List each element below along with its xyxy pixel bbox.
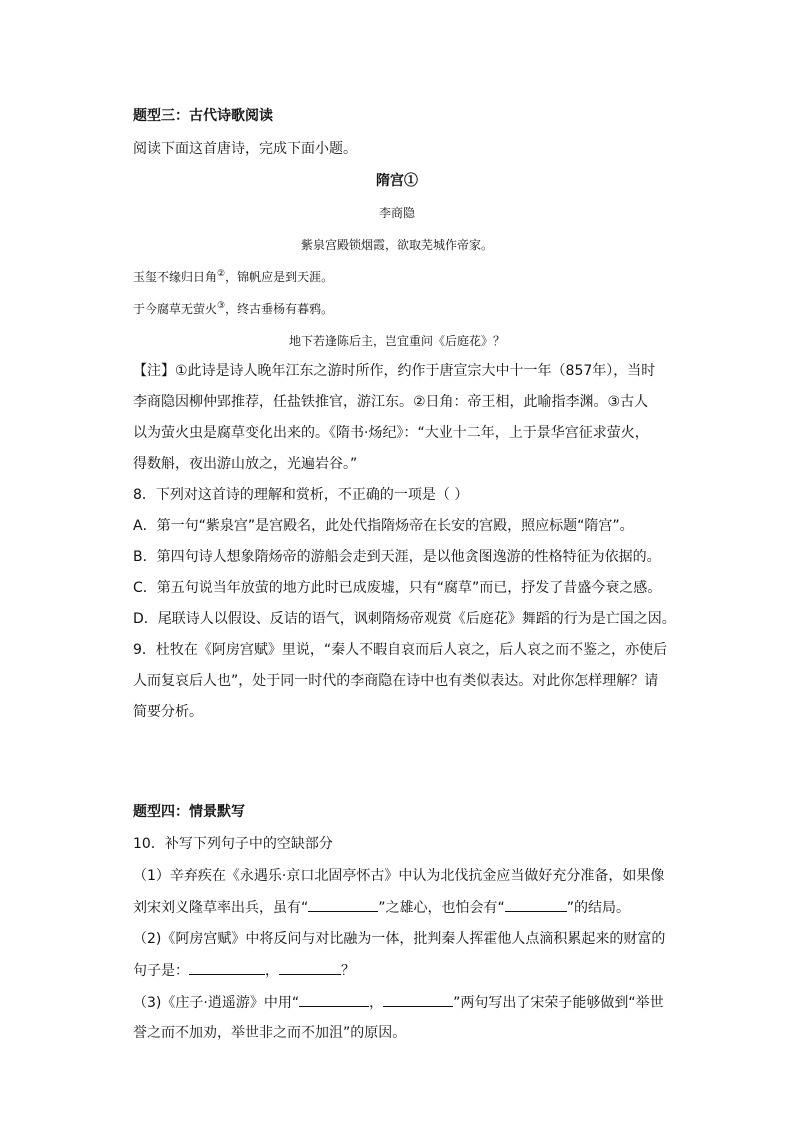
section4-heading: 题型四：情景默写 — [133, 804, 245, 820]
question-10-part-3-line-1 — [133, 992, 664, 1013]
poem-line-4: 地下若逢陈后主，岂宜重问《后庭花》？ — [288, 334, 505, 348]
q10-p2-text-b: ， — [265, 963, 279, 979]
answer-blank[interactable] — [505, 897, 567, 912]
poem-line-2-text-b: ，锦帆应是到天涯。 — [225, 270, 334, 284]
q10-p2-text-a: 句子是： — [133, 963, 189, 979]
q10-p3-text-c: ”两句写出了宋荣子能够做到“举世 — [453, 995, 664, 1011]
q10-p3-text-b: ， — [369, 995, 384, 1011]
poem-line-2 — [133, 267, 333, 287]
question-8-option-b: B．第四句诗人想象隋炀帝的游船会走到天涯，是以他贪图逸游的性格特征为依据的。 — [133, 549, 661, 565]
question-10-part-1-line-1: （1）辛弃疾在《永遇乐·京口北固亭怀古》中认为北伐抗金应当做好充分准备，如果像 — [133, 868, 665, 884]
section3-instruction: 阅读下面这首唐诗，完成下面小题。 — [133, 141, 357, 157]
q10-p3-text-a: （3)《庄子·逍遥游》中用“ — [133, 995, 300, 1011]
question-8-option-a: A．第一句“紫泉宫”是宫殿名，此处代指隋炀帝在长安的宫殿，照应标题“隋宫”。 — [133, 518, 634, 534]
poem-author: 李商隐 — [378, 206, 415, 220]
note-line-2: 李商隐因柳仲郢推荐，任盐铁推官，游江东。②日角：帝王相，此喻指李渊。③古人 — [133, 394, 649, 410]
poem-line-3-text-a: 于今腐草无萤火 — [133, 302, 218, 316]
question-10-part-2-line-1: （2)《阿房宫赋》中将反问与对比融为一体，批判秦人挥霍他人点滴积累起来的财富的 — [133, 931, 666, 947]
section3-heading: 题型三：古代诗歌阅读 — [133, 108, 273, 124]
question-8-option-c: C．第五句说当年放萤的地方此时已成废墟，只有“腐草”而已，抒发了昔盛今衰之感。 — [133, 580, 662, 596]
poem-line-3-text-b: ，终古垂杨有暮鸦。 — [225, 302, 334, 316]
answer-blank[interactable] — [189, 960, 265, 975]
question-10-part-3-line-2: 誉之而不加劝，举世非之而不加沮”的原因。 — [133, 1025, 407, 1041]
q10-p1-text-a: 刘宋刘义隆草率出兵，虽有“ — [133, 900, 309, 916]
q10-p1-text-b: ”之雄心，也怕会有“ — [378, 900, 505, 916]
footnote-mark-2: ② — [217, 269, 226, 279]
question-8-stem: 8．下列对这首诗的理解和赏析，不正确的一项是（ ） — [133, 487, 469, 503]
question-10-stem: 10．补写下列句子中的空缺部分 — [133, 836, 333, 852]
question-8-option-d: D．尾联诗人以假设、反诘的语气，讽刺隋炀帝观赏《后庭花》舞蹈的行为是亡国之因。 — [133, 611, 676, 627]
poem-line-2-text-a: 玉玺不缘归日角 — [133, 270, 218, 284]
question-10-part-2-line-2 — [133, 960, 355, 981]
question-10-part-1-line-2 — [133, 897, 630, 918]
poem-title: 隋宫① — [376, 173, 418, 189]
answer-blank[interactable] — [383, 992, 453, 1007]
answer-blank[interactable] — [299, 992, 369, 1007]
poem-line-1: 紫泉宫殿锁烟霞，欲取芜城作帝家。 — [300, 238, 493, 252]
answer-blank[interactable] — [279, 960, 341, 975]
question-9-line-1: 9．杜牧在《阿房宫赋》里说，“秦人不暇自哀而后人哀之，后人哀之而不鉴之，亦使后 — [133, 642, 668, 658]
note-line-4: 得数斛，夜出游山放之，光遍岩谷。” — [133, 456, 358, 472]
note-line-1: 【注】①此诗是诗人晚年江东之游时所作，约作于唐宣宗大中十一年（857年），当时 — [133, 363, 656, 379]
poem-line-3 — [133, 299, 333, 319]
footnote-mark-3: ③ — [217, 301, 226, 311]
q10-p1-text-c: ”的结局。 — [566, 900, 631, 916]
question-9-line-2: 人而复哀后人也”，处于同一时代的李商隐在诗中也有类似表达。对此你怎样理解？请 — [133, 673, 659, 689]
note-line-3: 以为萤火虫是腐草变化出来的。《隋书·炀纪》：“大业十二年，上于景华宫征求萤火， — [133, 425, 649, 441]
answer-blank[interactable] — [308, 897, 378, 912]
question-9-line-3: 简要分析。 — [133, 704, 203, 720]
q10-p2-text-c: ？ — [341, 963, 355, 979]
